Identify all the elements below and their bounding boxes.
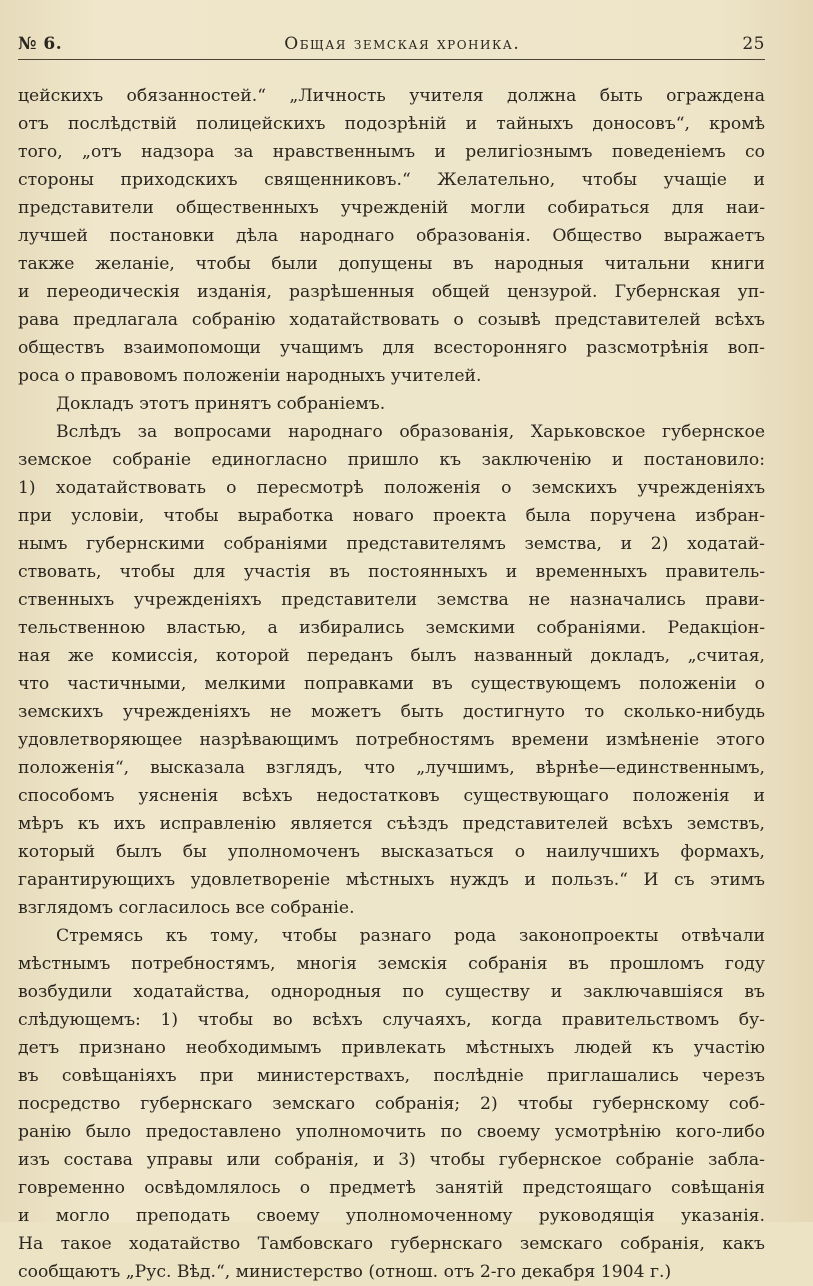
- text-line: слѣдующемъ: 1) чтобы во всѣхъ случаяхъ, когда правительствомъ бу-: [18, 1010, 765, 1030]
- text-line: мѣстнымъ потребностямъ, многія земскія собранія въ прошломъ году: [18, 954, 765, 974]
- text-line: возбудили ходатайства, однородныя по существу и заключавшіяся въ: [18, 982, 765, 1002]
- running-header: [18, 34, 765, 60]
- text-line: нымъ губернскими собраніями представителямъ земства, и 2) ходатай-: [18, 534, 765, 554]
- text-line: 1) ходатайствовать о пересмотрѣ положенія о земскихъ учрежденіяхъ: [18, 478, 765, 498]
- text-line: ранію было предоставлено уполномочить по своему усмотрѣнію кого-либо: [18, 1122, 765, 1142]
- text-line: стороны приходскихъ священниковъ.“ Желательно, чтобы учащіе и: [18, 170, 765, 190]
- issue-number: № 6.: [18, 34, 63, 54]
- text-line: цейскихъ обязанностей.“ „Личность учителя должна быть ограждена: [18, 86, 765, 106]
- text-line: при условіи, чтобы выработка новаго проекта была поручена избран-: [18, 506, 765, 526]
- text-line: посредство губернскаго земскаго собранія; 2) чтобы губернскому соб-: [18, 1094, 765, 1114]
- text-line: На такое ходатайство Тамбовскаго губернскаго земскаго собранія, какъ: [18, 1234, 765, 1254]
- text-line: лучшей постановки дѣла народнаго образованія. Общество выражаетъ: [18, 226, 765, 246]
- text-line: и могло преподать своему уполномоченному руководящія указанія.: [18, 1206, 765, 1226]
- text-line: того, „отъ надзора за нравственнымъ и религіознымъ поведеніемъ со: [18, 142, 765, 162]
- text-line: ная же комиссія, которой переданъ былъ названный докладъ, „считая,: [18, 646, 765, 666]
- text-line: мѣръ къ ихъ исправленію является съѣздъ представителей всѣхъ земствъ,: [18, 814, 765, 834]
- text-line: что частичными, мелкими поправками въ существующемъ положеніи о: [18, 674, 765, 694]
- paragraph: [18, 82, 765, 390]
- text-line: Вслѣдъ за вопросами народнаго образованія, Харьковское губернское: [56, 422, 765, 442]
- paragraph: [18, 390, 765, 418]
- text-line: сообщаютъ „Рус. Вѣд.“, министерство (отнош. отъ 2-го декабря 1904 г.): [18, 1262, 672, 1282]
- text-line: говременно освѣдомлялось о предметѣ занятій предстоящаго совѣщанія: [18, 1178, 765, 1198]
- text-line: положенія“, высказала взглядъ, что „лучшимъ, вѣрнѣе—единственнымъ,: [18, 758, 765, 778]
- article-body: [18, 82, 765, 1286]
- text-line: ствовать, чтобы для участія въ постоянныхъ и временныхъ правитель-: [18, 562, 765, 582]
- section-title: Общая земская хроника.: [284, 34, 521, 54]
- text-line: тельственною властью, а избирались земскими собраніями. Редакціон-: [18, 618, 765, 638]
- paragraph: [18, 418, 765, 922]
- text-line: Стремясь къ тому, чтобы разнаго рода законопроекты отвѣчали: [56, 926, 765, 946]
- text-line: роса о правовомъ положеніи народныхъ учителей.: [18, 366, 482, 386]
- paragraph: [18, 922, 765, 1286]
- text-line: обществъ взаимопомощи учащимъ для всесторонняго разсмотрѣнія воп-: [18, 338, 765, 358]
- text-line: Докладъ этотъ принятъ собраніемъ.: [56, 394, 386, 414]
- text-line: гарантирующихъ удовлетвореніе мѣстныхъ нуждъ и пользъ.“ И съ этимъ: [18, 870, 765, 890]
- text-line: детъ признано необходимымъ привлекать мѣстныхъ людей къ участію: [18, 1038, 765, 1058]
- text-line: изъ состава управы или собранія, и 3) чтобы губернское собраніе забла-: [18, 1150, 765, 1170]
- text-line: который былъ бы уполномоченъ высказаться о наилучшихъ формахъ,: [18, 842, 765, 862]
- text-line: земскихъ учрежденіяхъ не можетъ быть достигнуто то сколько-нибудь: [18, 702, 765, 722]
- text-line: удовлетворяющее назрѣвающимъ потребностямъ времени измѣненіе этого: [18, 730, 765, 750]
- text-line: и переодическія изданія, разрѣшенныя общей цензурой. Губернская уп-: [18, 282, 765, 302]
- text-line: ственныхъ учрежденіяхъ представители земства не назначались прави-: [18, 590, 765, 610]
- text-line: рава предлагала собранію ходатайствовать о созывѣ представителей всѣхъ: [18, 310, 765, 330]
- text-line: земское собраніе единогласно пришло къ заключенію и постановило:: [18, 450, 765, 470]
- text-line: способомъ уясненія всѣхъ недостатковъ существующаго положенія и: [18, 786, 765, 806]
- text-line: взглядомъ согласилось все собраніе.: [18, 898, 355, 918]
- text-line: также желаніе, чтобы были допущены въ народныя читальни книги: [18, 254, 765, 274]
- text-line: отъ послѣдствій полицейскихъ подозрѣній и тайныхъ доносовъ“, кромѣ: [18, 114, 765, 134]
- page-number: 25: [742, 34, 765, 54]
- text-line: въ совѣщаніяхъ при министерствахъ, послѣдніе приглашались черезъ: [18, 1066, 765, 1086]
- text-line: представители общественныхъ учрежденій могли собираться для наи-: [18, 198, 765, 218]
